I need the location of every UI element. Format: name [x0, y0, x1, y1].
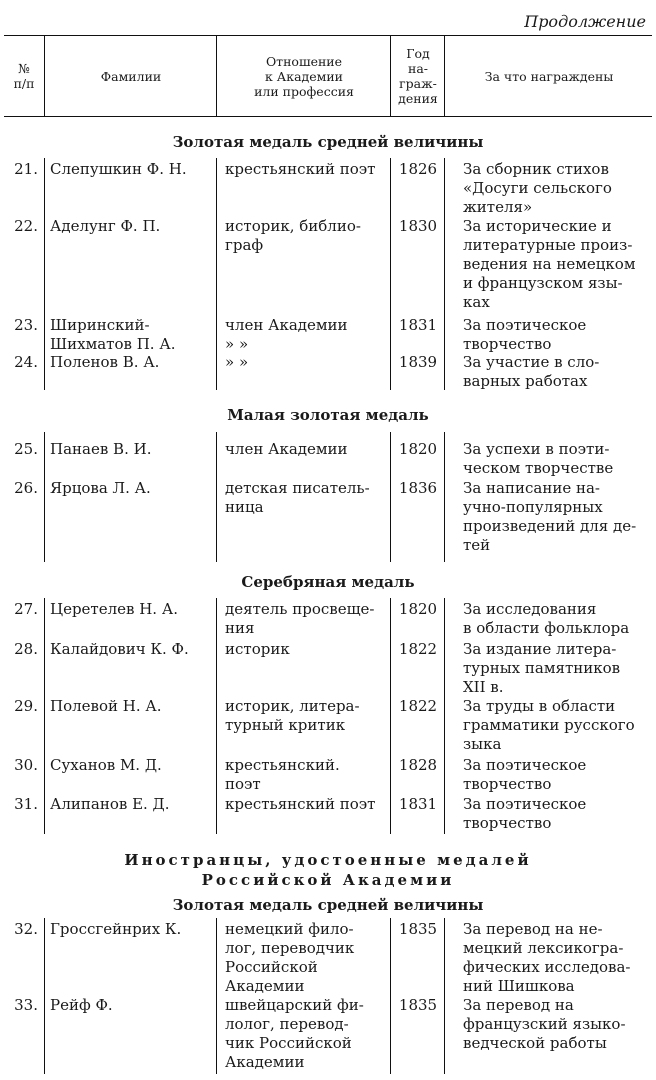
row-relation: детская писатель- ница [225, 479, 370, 516]
row-number: 32. [14, 920, 38, 938]
section-title: Золотая медаль средней величины [172, 896, 484, 914]
header-num: № п/п [13, 61, 35, 91]
row-name: Гроссгейнрих К. [50, 920, 182, 938]
row-year: 1822 [398, 640, 438, 658]
row-name: Алипанов Е. Д. [50, 795, 170, 813]
row-award: За перевод на не- мецкий лексикогра- фических исследова- ний Шишкова [463, 920, 631, 995]
row-year: 1828 [398, 756, 438, 774]
row-year: 1835 [398, 920, 438, 938]
row-award: За исследования в области фольклора [463, 600, 630, 637]
header-bottom-rule [4, 116, 652, 117]
row-name: Полевой Н. А. [50, 697, 162, 715]
row-year: 1820 [398, 440, 438, 458]
column-divider [444, 598, 445, 834]
row-number: 25. [14, 440, 38, 458]
row-number: 33. [14, 996, 38, 1014]
row-award: За написание на- учно-популярных произведений для де- тей [463, 479, 637, 554]
row-year: 1822 [398, 697, 438, 715]
row-number: 21. [14, 160, 38, 178]
section-title: Малая золотая медаль [227, 406, 429, 424]
row-relation: немецкий фило- лог, переводчик Российской Академии [225, 920, 355, 995]
continuation-label: Продолжение [524, 12, 646, 31]
row-year: 1830 [398, 217, 438, 235]
row-relation: деятель просвеще- ния [225, 600, 375, 637]
row-number: 26. [14, 479, 38, 497]
header-name: Фамилии [100, 68, 162, 84]
section-title: Золотая медаль средней величины [172, 133, 484, 151]
row-relation: крестьянский. поэт [225, 756, 340, 793]
row-award: За перевод на французский языко- ведческой работы [463, 996, 626, 1052]
row-award: За поэтическое творчество [463, 756, 587, 793]
row-year: 1836 [398, 479, 438, 497]
row-number: 24. [14, 353, 38, 371]
row-award: За участие в сло- варных работах [463, 353, 600, 390]
row-year: 1835 [398, 996, 438, 1014]
column-divider [216, 918, 217, 1074]
row-name: Суханов М. Д. [50, 756, 162, 774]
row-name: Поленов В. А. [50, 353, 160, 371]
row-number: 31. [14, 795, 38, 813]
header-divider [216, 36, 217, 116]
header-year: Год на- граж- дения [398, 46, 438, 106]
header-award: За что награждены [484, 68, 614, 84]
row-number: 28. [14, 640, 38, 658]
row-year: 1831 [398, 795, 438, 813]
column-divider [444, 918, 445, 1074]
row-number: 22. [14, 217, 38, 235]
row-award: За поэтическое творчество [463, 316, 587, 353]
row-name: Ярцова Л. А. [50, 479, 151, 497]
row-name: Калайдович К. Ф. [50, 640, 189, 658]
row-award: За сборник стихов «Досуги сельского жителя» [463, 160, 612, 216]
row-relation: крестьянский поэт [225, 160, 376, 178]
column-divider [44, 158, 45, 390]
column-divider [390, 918, 391, 1074]
row-number: 27. [14, 600, 38, 618]
column-divider [44, 918, 45, 1074]
row-relation: крестьянский поэт [225, 795, 376, 813]
row-relation: историк, литера- турный критик [225, 697, 360, 734]
column-divider [390, 598, 391, 834]
column-divider [390, 158, 391, 390]
row-relation: швейцарский фи- лолог, перевод- чик Российской Академии [225, 996, 364, 1071]
header-divider [390, 36, 391, 116]
row-name: Аделунг Ф. П. [50, 217, 161, 235]
column-divider [44, 598, 45, 834]
row-award: За успехи в поэти- ческом творчестве [463, 440, 614, 477]
row-relation: историк, библио- граф [225, 217, 361, 254]
header-relation: Отношение к Академии или профессия [254, 53, 354, 99]
column-divider [216, 598, 217, 834]
section-title: Серебряная медаль [241, 573, 415, 591]
row-relation: историк [225, 640, 290, 658]
row-name: Ширинский- Шихматов П. А. [50, 316, 176, 353]
row-name: Церетелев Н. А. [50, 600, 178, 618]
row-relation: член Академии [225, 440, 348, 458]
row-relation: » » [225, 353, 249, 371]
section-heading-foreigners: Иностранцы, удостоенные медалей Российской Академии [124, 851, 532, 889]
header-divider [444, 36, 445, 116]
header-divider [44, 36, 45, 116]
row-relation: член Академии » » [225, 316, 348, 353]
row-award: За издание литера- турных памятников XII в. [463, 640, 621, 696]
row-name: Слепушкин Ф. Н. [50, 160, 187, 178]
column-divider [444, 432, 445, 562]
column-divider [44, 432, 45, 562]
row-award: За поэтическое творчество [463, 795, 587, 832]
row-number: 23. [14, 316, 38, 334]
row-award: За исторические и литературные произ- ведения на немецком и французском язы- ках [463, 217, 636, 311]
column-divider [216, 432, 217, 562]
row-award: За труды в области грамматики русского зыка [463, 697, 635, 753]
row-year: 1820 [398, 600, 438, 618]
row-year: 1839 [398, 353, 438, 371]
row-number: 30. [14, 756, 38, 774]
column-divider [390, 432, 391, 562]
row-year: 1826 [398, 160, 438, 178]
column-divider [444, 158, 445, 390]
row-number: 29. [14, 697, 38, 715]
row-name: Панаев В. И. [50, 440, 152, 458]
column-divider [216, 158, 217, 390]
row-name: Рейф Ф. [50, 996, 113, 1014]
row-year: 1831 [398, 316, 438, 334]
